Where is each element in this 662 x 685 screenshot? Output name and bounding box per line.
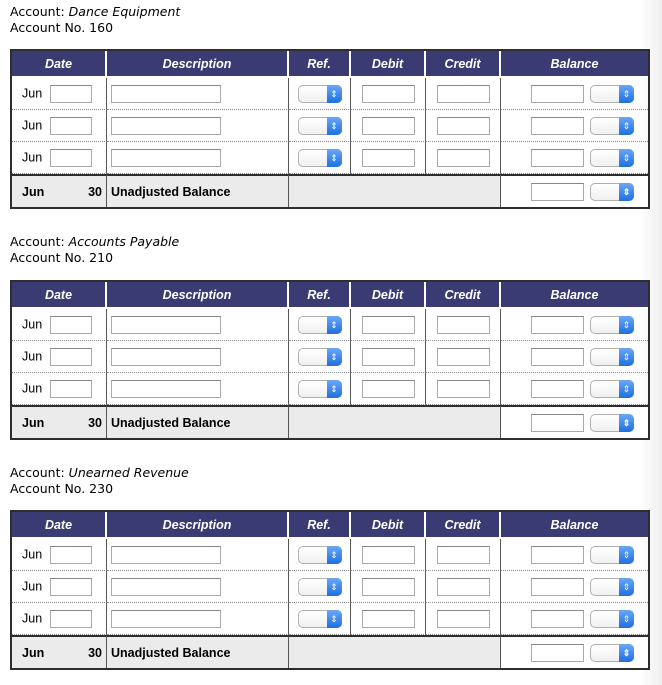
header-ref: Ref. — [289, 512, 351, 539]
up-down-chevron-icon: ⇕ — [619, 85, 634, 103]
total-description: Unadjusted Balance — [107, 405, 289, 438]
description-input[interactable] — [111, 546, 221, 564]
header-balance: Balance — [501, 51, 648, 78]
account-label: Account: — [10, 4, 65, 19]
header-description: Description — [107, 51, 289, 78]
header-balance: Balance — [501, 512, 648, 539]
balance-type-select[interactable] — [590, 644, 634, 662]
month-label: Jun — [22, 578, 43, 593]
ref-select[interactable] — [298, 380, 342, 398]
account-name: Unearned Revenue — [68, 465, 189, 480]
account-header-1 — [10, 4, 180, 36]
description-input[interactable] — [111, 380, 221, 398]
debit-input[interactable] — [362, 316, 415, 334]
credit-input[interactable] — [437, 610, 490, 628]
balance-type-select[interactable] — [590, 348, 634, 366]
balance-input[interactable] — [531, 183, 584, 201]
balance-type-select[interactable] — [590, 380, 634, 398]
account-number: Account No. 230 — [10, 481, 114, 496]
header-debit: Debit — [351, 282, 426, 309]
credit-input[interactable] — [437, 117, 490, 135]
debit-input[interactable] — [362, 85, 415, 103]
balance-type-select[interactable] — [590, 546, 634, 564]
header-debit: Debit — [351, 51, 426, 78]
date-input[interactable] — [50, 149, 92, 167]
total-month: Jun — [22, 645, 45, 660]
balance-input[interactable] — [531, 117, 584, 135]
header-date: Date — [12, 51, 107, 78]
table-row — [12, 78, 648, 110]
account-label: Account: — [10, 465, 65, 480]
balance-type-select[interactable] — [590, 117, 634, 135]
header-description: Description — [107, 282, 289, 309]
table-row — [12, 110, 648, 142]
ledger-table-3 — [10, 510, 650, 670]
account-header-2 — [10, 234, 179, 266]
balance-input[interactable] — [531, 644, 584, 662]
credit-input[interactable] — [437, 380, 490, 398]
up-down-chevron-icon: ⇕ — [327, 117, 342, 135]
date-input[interactable] — [50, 610, 92, 628]
table-row — [12, 309, 648, 341]
up-down-chevron-icon: ⇕ — [327, 348, 342, 366]
credit-input[interactable] — [437, 546, 490, 564]
ref-select[interactable] — [298, 117, 342, 135]
up-down-chevron-icon: ⇕ — [619, 610, 634, 628]
header-debit: Debit — [351, 512, 426, 539]
balance-type-select[interactable] — [590, 316, 634, 334]
date-input[interactable] — [50, 578, 92, 596]
balance-type-select[interactable] — [590, 183, 634, 201]
header-balance: Balance — [501, 282, 648, 309]
table-row — [12, 373, 648, 405]
header-row — [12, 51, 648, 78]
ref-select[interactable] — [298, 149, 342, 167]
up-down-chevron-icon: ⇕ — [619, 348, 634, 366]
total-row — [12, 405, 648, 438]
total-day: 30 — [88, 185, 102, 199]
table-row — [12, 341, 648, 373]
debit-input[interactable] — [362, 578, 415, 596]
balance-input[interactable] — [531, 546, 584, 564]
balance-input[interactable] — [531, 348, 584, 366]
ref-select[interactable] — [298, 348, 342, 366]
total-day: 30 — [88, 416, 102, 430]
balance-type-select[interactable] — [590, 149, 634, 167]
credit-input[interactable] — [437, 578, 490, 596]
debit-input[interactable] — [362, 546, 415, 564]
account-header-3 — [10, 465, 189, 497]
table-row — [12, 603, 648, 635]
up-down-chevron-icon: ⇕ — [619, 578, 634, 596]
up-down-chevron-icon: ⇕ — [619, 644, 634, 662]
header-row — [12, 512, 648, 539]
account-number: Account No. 210 — [10, 250, 114, 265]
table-row — [12, 571, 648, 603]
balance-type-select[interactable] — [590, 414, 634, 432]
up-down-chevron-icon: ⇕ — [327, 380, 342, 398]
month-label: Jun — [22, 117, 43, 132]
description-input[interactable] — [111, 578, 221, 596]
month-label: Jun — [22, 348, 43, 363]
up-down-chevron-icon: ⇕ — [619, 316, 634, 334]
up-down-chevron-icon: ⇕ — [619, 380, 634, 398]
balance-type-select[interactable] — [590, 610, 634, 628]
header-date: Date — [12, 512, 107, 539]
total-description: Unadjusted Balance — [107, 174, 289, 207]
table-row — [12, 539, 648, 571]
balance-input[interactable] — [531, 85, 584, 103]
balance-input[interactable] — [531, 578, 584, 596]
header-description: Description — [107, 512, 289, 539]
up-down-chevron-icon: ⇕ — [619, 546, 634, 564]
month-label: Jun — [22, 316, 43, 331]
up-down-chevron-icon: ⇕ — [619, 183, 634, 201]
up-down-chevron-icon: ⇕ — [327, 85, 342, 103]
debit-input[interactable] — [362, 610, 415, 628]
total-day: 30 — [88, 646, 102, 660]
description-input[interactable] — [111, 316, 221, 334]
debit-input[interactable] — [362, 149, 415, 167]
up-down-chevron-icon: ⇕ — [619, 414, 634, 432]
ledger-table-2 — [10, 280, 650, 440]
ref-select[interactable] — [298, 578, 342, 596]
month-label: Jun — [22, 149, 43, 164]
header-credit: Credit — [426, 282, 501, 309]
credit-input[interactable] — [437, 85, 490, 103]
description-input[interactable] — [111, 85, 221, 103]
up-down-chevron-icon: ⇕ — [327, 610, 342, 628]
up-down-chevron-icon: ⇕ — [619, 117, 634, 135]
credit-input[interactable] — [437, 149, 490, 167]
month-label: Jun — [22, 546, 43, 561]
date-input[interactable] — [50, 85, 92, 103]
up-down-chevron-icon: ⇕ — [327, 149, 342, 167]
credit-input[interactable] — [437, 348, 490, 366]
ref-select[interactable] — [298, 546, 342, 564]
month-label: Jun — [22, 610, 43, 625]
balance-input[interactable] — [531, 414, 584, 432]
balance-input[interactable] — [531, 149, 584, 167]
date-input[interactable] — [50, 546, 92, 564]
up-down-chevron-icon: ⇕ — [327, 316, 342, 334]
header-credit: Credit — [426, 51, 501, 78]
ledger-table-1 — [10, 49, 650, 209]
balance-input[interactable] — [531, 380, 584, 398]
table-row — [12, 142, 648, 174]
month-label: Jun — [22, 85, 43, 100]
header-credit: Credit — [426, 512, 501, 539]
balance-input[interactable] — [531, 610, 584, 628]
date-input[interactable] — [50, 117, 92, 135]
up-down-chevron-icon: ⇕ — [619, 149, 634, 167]
date-input[interactable] — [50, 348, 92, 366]
account-name: Accounts Payable — [68, 234, 180, 249]
total-month: Jun — [22, 184, 45, 199]
account-number: Account No. 160 — [10, 20, 114, 35]
total-row — [12, 635, 648, 668]
up-down-chevron-icon: ⇕ — [327, 578, 342, 596]
description-input[interactable] — [111, 348, 221, 366]
balance-type-select[interactable] — [590, 578, 634, 596]
debit-input[interactable] — [362, 380, 415, 398]
up-down-chevron-icon: ⇕ — [327, 546, 342, 564]
debit-input[interactable] — [362, 117, 415, 135]
total-month: Jun — [22, 415, 45, 430]
date-input[interactable] — [50, 380, 92, 398]
description-input[interactable] — [111, 149, 221, 167]
total-row — [12, 174, 648, 207]
account-label: Account: — [10, 234, 65, 249]
balance-input[interactable] — [531, 316, 584, 334]
header-ref: Ref. — [289, 282, 351, 309]
debit-input[interactable] — [362, 348, 415, 366]
description-input[interactable] — [111, 610, 221, 628]
balance-type-select[interactable] — [590, 85, 634, 103]
ref-select[interactable] — [298, 610, 342, 628]
header-row — [12, 282, 648, 309]
description-input[interactable] — [111, 117, 221, 135]
header-date: Date — [12, 282, 107, 309]
account-name: Dance Equipment — [68, 4, 181, 19]
date-input[interactable] — [50, 316, 92, 334]
header-ref: Ref. — [289, 51, 351, 78]
ref-select[interactable] — [298, 85, 342, 103]
total-description: Unadjusted Balance — [107, 635, 289, 668]
month-label: Jun — [22, 380, 43, 395]
ref-select[interactable] — [298, 316, 342, 334]
credit-input[interactable] — [437, 316, 490, 334]
